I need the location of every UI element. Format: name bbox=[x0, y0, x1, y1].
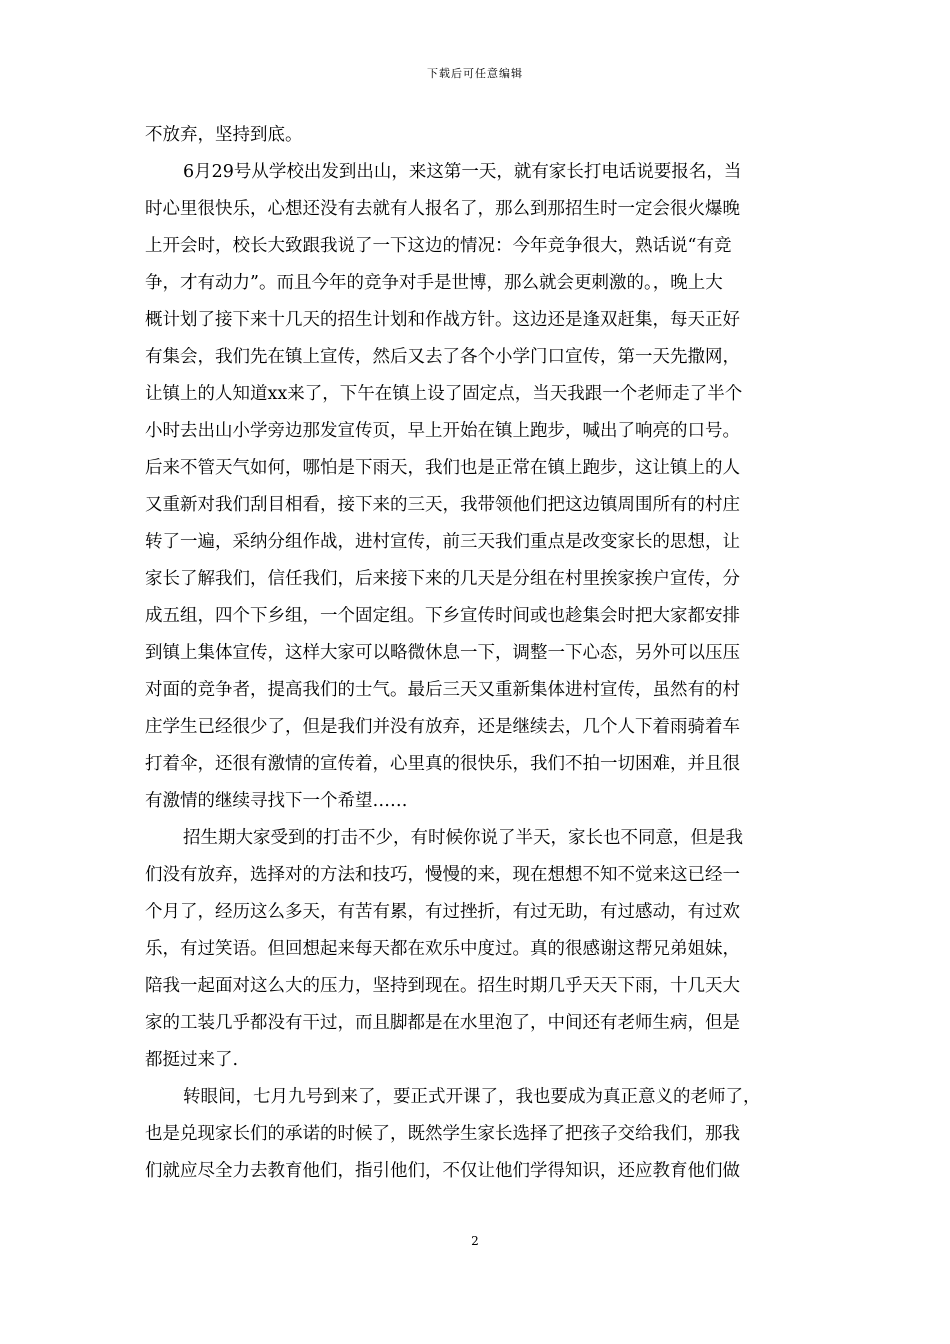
text-line: 成五组，四个下乡组，一个固定组。下乡宣传时间或也趁集会时把大家都安排 bbox=[145, 606, 740, 626]
text-line: 家长了解我们，信任我们，后来接下来的几天是分组在村里挨家挨户宣传，分 bbox=[145, 569, 740, 589]
text-line: 都挺过来了. bbox=[145, 1050, 239, 1070]
document-body bbox=[145, 117, 807, 1190]
text-line: 个月了，经历这么多天，有苦有累，有过挫折，有过无助，有过感动，有过欢 bbox=[145, 902, 740, 922]
text-line: 上开会时，校长大致跟我说了一下这边的情况：今年竞争很大，熟话说“有竞 bbox=[145, 236, 732, 256]
text-line: 家的工装几乎都没有干过，而且脚都是在水里泡了，中间还有老师生病，但是 bbox=[145, 1013, 740, 1033]
text-line: 又重新对我们刮目相看，接下来的三天，我带领他们把这边镇周围所有的村庄 bbox=[145, 495, 740, 515]
text-line: 小时去出山小学旁边那发宣传页，早上开始在镇上跑步，喊出了响亮的口号。 bbox=[145, 421, 740, 441]
paragraph-1 bbox=[145, 117, 807, 154]
text-line: 时心里很快乐，心想还没有去就有人报名了，那么到那招生时一定会很火爆晚 bbox=[145, 199, 740, 219]
text-line: 转了一遍，采纳分组作战，进村宣传，前三天我们重点是改变家长的思想，让 bbox=[145, 532, 740, 552]
text-line: 招生期大家受到的打击不少，有时候你说了半天，家长也不同意，但是我 bbox=[183, 828, 743, 848]
text-line: 们就应尽全力去教育他们，指引他们，不仅让他们学得知识，还应教育他们做 bbox=[145, 1161, 740, 1181]
text-line: 陪我一起面对这么大的压力，坚持到现在。招生时期几乎天天下雨，十几天大 bbox=[145, 976, 740, 996]
paragraph-4 bbox=[145, 1079, 807, 1190]
text-line: 让镇上的人知道xx来了，下午在镇上设了固定点，当天我跟一个老师走了半个 bbox=[145, 384, 743, 404]
text-line: 后来不管天气如何，哪怕是下雨天，我们也是正常在镇上跑步，这让镇上的人 bbox=[145, 458, 740, 478]
text-line: 也是兑现家长们的承诺的时候了，既然学生家长选择了把孩子交给我们，那我 bbox=[145, 1124, 740, 1144]
text-line: 转眼间，七月九号到来了，要正式开课了，我也要成为真正意义的老师了， bbox=[183, 1087, 761, 1107]
page-number: 2 bbox=[471, 1234, 479, 1248]
text-line: 们没有放弃，选择对的方法和技巧，慢慢的来，现在想想不知不觉来这已经一 bbox=[145, 865, 740, 885]
text-line: 庄学生已经很少了，但是我们并没有放弃，还是继续去，几个人下着雨骑着车 bbox=[145, 717, 740, 737]
text-line: 不放弃，坚持到底。 bbox=[145, 125, 303, 145]
paragraph-2 bbox=[145, 154, 807, 820]
text-line: 对面的竞争者，提高我们的士气。最后三天又重新集体进村宣传，虽然有的村 bbox=[145, 680, 740, 700]
text-line: 6月29号从学校出发到出山，来这第一天，就有家长打电话说要报名，当 bbox=[183, 162, 742, 182]
text-line: 有集会，我们先在镇上宣传，然后又去了各个小学门口宣传，第一天先撒网， bbox=[145, 347, 740, 367]
text-line: 乐，有过笑语。但回想起来每天都在欢乐中度过。真的很感谢这帮兄弟姐妹， bbox=[145, 939, 740, 959]
text-line: 争，才有动力”。而且今年的竞争对手是世博，那么就会更刺激的。，晚上大 bbox=[145, 273, 723, 293]
text-line: 到镇上集体宣传，这样大家可以略微休息一下，调整一下心态，另外可以压压 bbox=[145, 643, 740, 663]
page-header: 下载后可任意编辑 bbox=[427, 67, 523, 80]
paragraph-3 bbox=[145, 820, 807, 1079]
text-line: 概计划了接下来十几天的招生计划和作战方针。这边还是逢双赶集，每天正好 bbox=[145, 310, 740, 330]
text-line: 打着伞，还很有激情的宣传着，心里真的很快乐，我们不拍一切困难，并且很 bbox=[145, 754, 740, 774]
text-line: 有激情的继续寻找下一个希望…… bbox=[145, 791, 408, 811]
